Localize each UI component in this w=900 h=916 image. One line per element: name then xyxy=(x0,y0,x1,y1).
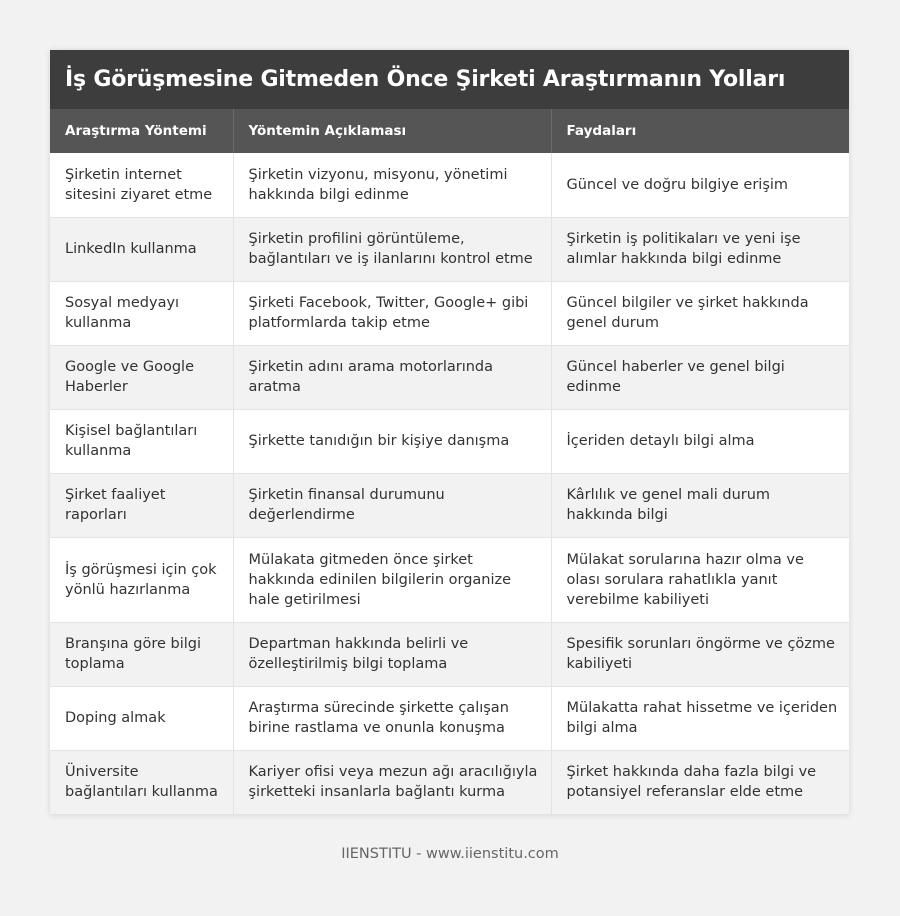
cell-method: LinkedIn kullanma xyxy=(50,217,233,281)
cell-description: Şirketi Facebook, Twitter, Google+ gibi platformlarda takip etme xyxy=(233,281,551,345)
cell-benefits: Güncel bilgiler ve şirket hakkında genel durum xyxy=(551,281,849,345)
cell-benefits: Mülakat sorularına hazır olma ve olası sorulara rahatlıkla yanıt verebilme kabiliyeti xyxy=(551,537,849,622)
cell-benefits: Güncel haberler ve genel bilgi edinme xyxy=(551,345,849,409)
cell-method: Doping almak xyxy=(50,686,233,750)
table-row xyxy=(50,345,849,409)
column-header-benefits: Faydaları xyxy=(551,109,849,153)
research-methods-table xyxy=(50,109,849,815)
table-row xyxy=(50,217,849,281)
table-card xyxy=(50,50,849,815)
cell-description: Şirketin profilini görüntüleme, bağlantıları ve iş ilanlarını kontrol etme xyxy=(233,217,551,281)
cell-description: Şirketin vizyonu, misyonu, yönetimi hakkında bilgi edinme xyxy=(233,153,551,217)
cell-benefits: Spesifik sorunları öngörme ve çözme kabiliyeti xyxy=(551,622,849,686)
cell-description: Kariyer ofisi veya mezun ağı aracılığıyla şirketteki insanlarla bağlantı kurma xyxy=(233,750,551,814)
table-row xyxy=(50,153,849,217)
cell-method: Üniversite bağlantıları kullanma xyxy=(50,750,233,814)
cell-benefits: Mülakatta rahat hissetme ve içeriden bilgi alma xyxy=(551,686,849,750)
cell-benefits: İçeriden detaylı bilgi alma xyxy=(551,409,849,473)
cell-method: Şirket faaliyet raporları xyxy=(50,473,233,537)
cell-description: Şirkette tanıdığın bir kişiye danışma xyxy=(233,409,551,473)
table-row xyxy=(50,537,849,622)
header-row xyxy=(50,109,849,153)
table-header xyxy=(50,109,849,153)
column-header-description: Yöntemin Açıklaması xyxy=(233,109,551,153)
cell-description: Mülakata gitmeden önce şirket hakkında edinilen bilgilerin organize hale getirilmesi xyxy=(233,537,551,622)
table-title: İş Görüşmesine Gitmeden Önce Şirketi Araştırmanın Yolları xyxy=(50,50,849,109)
table-row xyxy=(50,409,849,473)
cell-method: Google ve Google Haberler xyxy=(50,345,233,409)
cell-description: Araştırma sürecinde şirkette çalışan birine rastlama ve onunla konuşma xyxy=(233,686,551,750)
cell-description: Departman hakkında belirli ve özelleştirilmiş bilgi toplama xyxy=(233,622,551,686)
cell-method: Sosyal medyayı kullanma xyxy=(50,281,233,345)
cell-description: Şirketin finansal durumunu değerlendirme xyxy=(233,473,551,537)
table-row xyxy=(50,473,849,537)
cell-method: Şirketin internet sitesini ziyaret etme xyxy=(50,153,233,217)
cell-benefits: Şirket hakkında daha fazla bilgi ve potansiyel referanslar elde etme xyxy=(551,750,849,814)
table-body xyxy=(50,153,849,814)
cell-description: Şirketin adını arama motorlarında aratma xyxy=(233,345,551,409)
table-row xyxy=(50,750,849,814)
table-row xyxy=(50,281,849,345)
table-row xyxy=(50,622,849,686)
cell-method: İş görüşmesi için çok yönlü hazırlanma xyxy=(50,537,233,622)
cell-method: Branşına göre bilgi toplama xyxy=(50,622,233,686)
table-row xyxy=(50,686,849,750)
cell-benefits: Güncel ve doğru bilgiye erişim xyxy=(551,153,849,217)
footer-credit: IIENSTITU - www.iienstitu.com xyxy=(341,846,559,862)
cell-benefits: Şirketin iş politikaları ve yeni işe alımlar hakkında bilgi edinme xyxy=(551,217,849,281)
column-header-method: Araştırma Yöntemi xyxy=(50,109,233,153)
cell-method: Kişisel bağlantıları kullanma xyxy=(50,409,233,473)
cell-benefits: Kârlılık ve genel mali durum hakkında bilgi xyxy=(551,473,849,537)
